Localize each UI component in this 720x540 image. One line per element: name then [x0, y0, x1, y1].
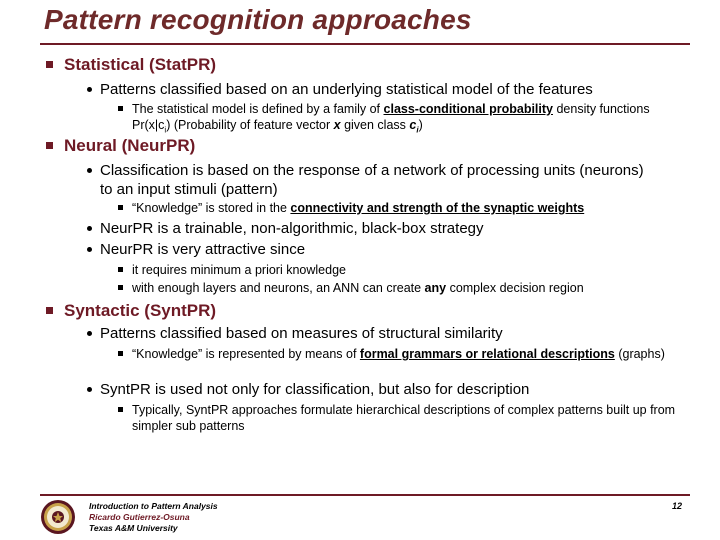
heading-statpr — [64, 55, 216, 75]
text: given class — [340, 118, 410, 132]
neurpr-bullet-3 — [100, 240, 690, 259]
footer-course: Introduction to Pattern Analysis — [89, 501, 218, 511]
heading-neurpr — [64, 136, 195, 156]
slide-title: Pattern recognition approaches — [44, 4, 472, 35]
square-bullet-icon — [46, 142, 53, 149]
neurpr-bullet-1-text: Classification is based on the response of a network of processing units (neurons) to an input stimuli (pattern) — [100, 162, 644, 198]
text: it requires minimum a priori knowledge — [132, 263, 346, 277]
footer-author: Ricardo Gutierrez-Osuna — [89, 512, 190, 522]
heading-syntpr — [64, 301, 216, 321]
small-square-bullet-icon — [118, 106, 123, 111]
underlined-term: class-conditional probability — [383, 102, 553, 116]
dot-bullet-icon — [87, 226, 92, 231]
heading-statpr-text: Statistical (StatPR) — [64, 55, 217, 74]
syntpr-sub-1 — [132, 346, 687, 362]
syntpr-bullet-2-text: SyntPR is used not only for classification, but also for description — [100, 381, 530, 398]
syntpr-sub-2 — [132, 402, 687, 434]
heading-syntpr-text: Syntactic (SyntPR) — [64, 301, 217, 320]
small-square-bullet-icon — [118, 267, 123, 272]
dot-bullet-icon — [87, 168, 92, 173]
small-square-bullet-icon — [118, 407, 123, 412]
university-seal-icon — [40, 499, 76, 535]
footer-credits — [89, 501, 218, 534]
top-divider — [40, 43, 690, 45]
symbol-x: x — [333, 118, 341, 132]
syntpr-bullet-2 — [100, 380, 690, 399]
text: density functions Pr(x|c — [132, 102, 650, 132]
statpr-bullet-1 — [100, 80, 690, 99]
text: complex decision region — [446, 281, 584, 295]
small-square-bullet-icon — [118, 351, 123, 356]
dot-bullet-icon — [87, 331, 92, 336]
square-bullet-icon — [46, 307, 53, 314]
dot-bullet-icon — [87, 247, 92, 252]
text: ) (Probability of feature vector — [166, 118, 334, 132]
neurpr-bullet-2-text: NeurPR is a trainable, non-algorithmic, black-box strategy — [100, 220, 484, 237]
neurpr-sub-3a — [132, 262, 687, 278]
text: (graphs) — [614, 347, 665, 361]
neurpr-sub-1 — [132, 200, 687, 216]
subscript: i — [416, 125, 419, 135]
text: ) — [418, 118, 423, 132]
text: “Knowledge” is represented by means of — [132, 347, 360, 361]
footer-university: Texas A&M University — [89, 523, 178, 533]
text: with enough layers and neurons, an ANN can create — [132, 281, 425, 295]
underlined-term: connectivity and strength of the synaptic weights — [290, 201, 585, 215]
subscript: i — [164, 125, 167, 135]
text: The statistical model is defined by a family of — [132, 102, 384, 116]
page-number: 12 — [672, 501, 683, 511]
neurpr-bullet-2 — [100, 219, 690, 238]
bold-term: any — [424, 281, 447, 295]
text: Typically, SyntPR approaches formulate hierarchical descriptions of complex patterns built up from simpler sub patterns — [132, 403, 676, 433]
dot-bullet-icon — [87, 387, 92, 392]
symbol-c: c — [409, 118, 417, 132]
syntpr-bullet-1-text: Patterns classified based on measures of structural similarity — [100, 325, 503, 342]
syntpr-bullet-1 — [100, 324, 690, 343]
text: “Knowledge” is stored in the — [132, 201, 291, 215]
underlined-term: formal grammars or relational descriptions — [359, 347, 615, 361]
dot-bullet-icon — [87, 87, 92, 92]
neurpr-sub-3b — [132, 280, 687, 296]
small-square-bullet-icon — [118, 285, 123, 290]
square-bullet-icon — [46, 61, 53, 68]
small-square-bullet-icon — [118, 205, 123, 210]
statpr-sub-1 — [132, 101, 687, 139]
neurpr-bullet-3-text: NeurPR is very attractive since — [100, 241, 306, 258]
bottom-divider — [40, 494, 690, 496]
heading-neurpr-text: Neural (NeurPR) — [64, 136, 196, 155]
statpr-bullet-1-text: Patterns classified based on an underlying statistical model of the features — [100, 81, 593, 98]
neurpr-bullet-1 — [100, 161, 660, 199]
